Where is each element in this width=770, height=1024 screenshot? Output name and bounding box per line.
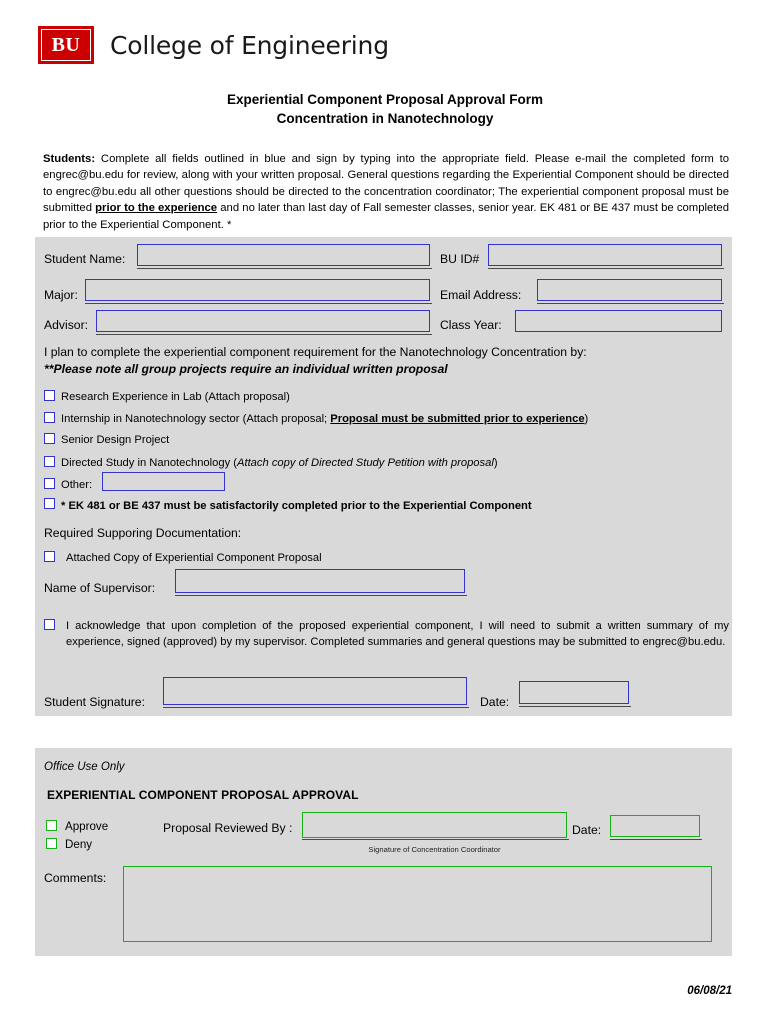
supervisor-underline [175,595,467,596]
option-label-research-experience: Research Experience in Lab (Attach proposal) [61,391,290,403]
class-year-label: Class Year: [440,318,502,332]
reviewed-by-caption: Signature of Concentration Coordinator [368,845,501,854]
checkbox-acknowledgment[interactable] [44,619,55,630]
internship-label-pre: Internship in Nanotechnology sector (Attach proposal; [61,413,331,425]
plan-heading: I plan to complete the experiential component requirement for the Nanotechnology Concentration by: [44,345,587,359]
student-date-label: Date: [480,695,510,709]
option-label-senior-design: Senior Design Project [61,434,170,446]
office-use-label: Office Use Only [44,761,125,773]
page-header [38,26,389,64]
office-date-underline [610,839,702,840]
student-name-label: Student Name: [44,252,126,266]
bu-id-underline [488,268,724,269]
advisor-underline [96,334,432,335]
checkbox-research-experience[interactable] [44,390,55,401]
supporting-heading: Required Supporing Documentation: [44,526,242,540]
comments-input[interactable] [123,866,712,942]
plan-note: **Please note all group projects require an individual written proposal [44,362,448,376]
bu-id-label: BU ID# [440,252,480,266]
approval-heading: EXPERIENTIAL COMPONENT PROPOSAL APPROVAL [47,788,359,802]
other-input[interactable] [102,472,225,491]
student-date-underline [519,706,631,707]
checkbox-deny[interactable] [46,838,57,849]
comments-label: Comments: [44,871,107,885]
checkbox-approve[interactable] [46,820,57,831]
checkbox-other[interactable] [44,478,55,489]
email-underline [537,303,724,304]
bu-logo-text: BU [51,34,81,56]
reviewed-by-underline [302,839,569,840]
acknowledgment-text: I acknowledge that upon completion of the proposed experiential component, I will need to submit a written summary of my experience, signed (approved) by my supervisor. Completed summaries and general questions may be submitted to engrec@bu.edu. [66,620,729,649]
revision-date: 06/08/21 [687,985,732,997]
option-label-internship [61,412,588,426]
directed-study-label-post: ) [493,457,498,469]
student-signature-label: Student Signature: [44,695,145,709]
class-year-input[interactable] [515,310,722,332]
attached-copy-label: Attached Copy of Experiential Component Proposal [66,552,322,564]
office-date-label: Date: [572,823,602,837]
option-label-ek481-be437: * EK 481 or BE 437 must be satisfactorily completed prior to the Experiential Component [61,500,532,512]
instructions-emphasis: prior to the experience [95,202,218,215]
reviewed-by-label: Proposal Reviewed By : [163,821,293,835]
major-label: Major: [44,288,78,302]
email-label: Email Address: [440,288,522,302]
student-signature-underline [163,707,469,708]
checkbox-internship[interactable] [44,412,55,423]
office-date-input[interactable] [610,815,700,837]
instructions-paragraph [43,151,729,233]
page-title-line1: Experiential Component Proposal Approval Form [226,92,544,107]
student-name-input[interactable] [137,244,430,266]
directed-study-label-italic: Attach copy of Directed Study Petition with proposal [237,457,494,469]
advisor-label: Advisor: [44,318,89,332]
major-input[interactable] [85,279,430,301]
internship-label-emphasis: Proposal must be submitted prior to experience [330,413,585,425]
bu-logo [38,26,94,64]
approve-label: Approve [65,820,109,833]
reviewed-by-input[interactable] [302,812,567,838]
page-title-line2: Concentration in Nanotechnology [276,111,494,126]
instructions-part2: and no later than last day of Fall semester classes, senior year. EK 481 or BE 437 must be completed prior to the Experiential Component. * [43,202,729,231]
student-name-underline [137,268,432,269]
major-underline [85,303,432,304]
supervisor-input[interactable] [175,569,465,593]
checkbox-ek481-be437[interactable] [44,498,55,509]
option-label-directed-study [61,456,498,470]
internship-label-post: ) [584,413,589,425]
option-label-other: Other: [61,479,93,491]
advisor-input[interactable] [96,310,430,332]
checkbox-senior-design[interactable] [44,433,55,444]
supervisor-label: Name of Supervisor: [44,581,156,595]
checkbox-directed-study[interactable] [44,456,55,467]
student-signature-input[interactable] [163,677,467,705]
instructions-lead: Students: [43,153,96,165]
page-title [0,90,770,128]
email-input[interactable] [537,279,722,301]
student-date-input[interactable] [519,681,629,704]
bu-id-input[interactable] [488,244,722,266]
instructions-part1: Complete all fields outlined in blue and sign by typing into the appropriate field. Please e-mail the completed form to engrec@bu.edu for review, along with your written proposal. General questions regarding the Experiential Component should be directed to engrec@bu.edu all other questions should be directed to the concentration coordinator; The experiential component proposal must be submitted [43,153,729,215]
deny-label: Deny [65,838,93,851]
directed-study-label-pre: Directed Study in Nanotechnology ( [61,457,237,469]
school-name: College of Engineering [110,30,389,60]
checkbox-attached-copy[interactable] [44,551,55,562]
